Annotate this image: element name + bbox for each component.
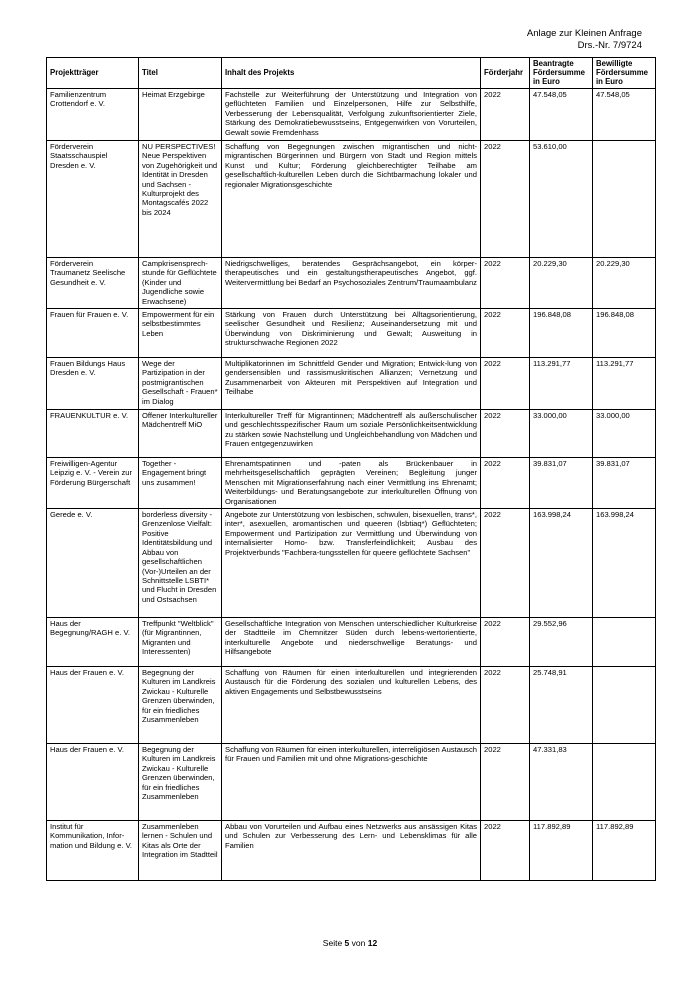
cell-beantragt: 39.831,07 [530, 458, 593, 509]
cell-titel: Wege der Partizipation in der postmigrantischen Gesellschaft - Frauen* im Dialog [139, 358, 222, 410]
cell-foerderjahr: 2022 [481, 744, 530, 821]
cell-foerderjahr: 2022 [481, 89, 530, 141]
cell-beantragt: 117.892,89 [530, 821, 593, 881]
cell-foerderjahr: 2022 [481, 458, 530, 509]
cell-titel: Zusammenleben lernen - Schulen und Kitas als Orte der Integration im Stadtteil [139, 821, 222, 881]
table-row [47, 744, 656, 821]
cell-inhalt: Interkultureller Treff für Migrantinnen; Mädchentreff als außerschulischer und geschlechtsspezifischer Raum um soziale Persönlichkeitsentwicklung zu stärken sowie Nachstellung und Ungleichbehandlung von Mädchen und Frauen entgegenzuwirken [222, 410, 481, 458]
cell-traeger: Familienzentrum Crottendorf e. V. [47, 89, 139, 141]
cell-inhalt: Schaffung von Räumen für einen interkulturellen, interreligiösen Austausch für Frauen und Familien mit und ohne Migrations-geschichte [222, 744, 481, 821]
cell-traeger: Förderverein Traumanetz Seelische Gesundheit e. V. [47, 258, 139, 309]
header-drs-number: Drs.-Nr. 7/9724 [577, 40, 642, 51]
table-row [47, 618, 656, 667]
cell-titel: Begegnung der Kulturen im Landkreis Zwickau - Kulturelle Grenzen überwinden, für ein friedliches Zusammenleben [139, 744, 222, 821]
cell-foerderjahr: 2022 [481, 141, 530, 258]
cell-traeger: Haus der Frauen e. V. [47, 744, 139, 821]
cell-bewilligt: 163.998,24 [593, 509, 656, 618]
cell-traeger: FRAUENKULTUR e. V. [47, 410, 139, 458]
cell-beantragt: 33.000,00 [530, 410, 593, 458]
cell-foerderjahr: 2022 [481, 358, 530, 410]
cell-traeger: Förderverein Staatsschauspiel Dresden e. V. [47, 141, 139, 258]
cell-bewilligt [593, 141, 656, 258]
cell-bewilligt [593, 618, 656, 667]
cell-traeger: Frauen für Frauen e. V. [47, 309, 139, 358]
cell-foerderjahr: 2022 [481, 667, 530, 744]
cell-bewilligt [593, 667, 656, 744]
cell-titel: Empowerment für ein selbstbestimmtes Leben [139, 309, 222, 358]
cell-titel: Treffpunkt "Weltblick" (für Migrantinnen, Migranten und Interessenten) [139, 618, 222, 667]
cell-inhalt: Schaffung von Räumen für einen interkulturellen und integrierenden Austausch für die Förderung des sozialen und kulturellen Lebens, des aktiven Engagements und Selbstbewusstseins [222, 667, 481, 744]
cell-beantragt: 113.291,77 [530, 358, 593, 410]
cell-inhalt: Abbau von Vorurteilen und Aufbau eines Netzwerks aus ansässigen Kitas und Schulen zur Verbesserung des Lern- und Lebensklimas für alle Familien [222, 821, 481, 881]
table-row [47, 258, 656, 309]
cell-foerderjahr: 2022 [481, 309, 530, 358]
cell-bewilligt: 196.848,08 [593, 309, 656, 358]
column-header-inhalt: Inhalt des Projekts [222, 58, 481, 89]
cell-foerderjahr: 2022 [481, 258, 530, 309]
cell-traeger: Gerede e. V. [47, 509, 139, 618]
table-row [47, 509, 656, 618]
cell-inhalt: Stärkung von Frauen durch Unterstützung bei Alltagsorientierung, seelischer Gesundheit und Resilienz; Auseinandersetzung mit und Überwindung von Diskriminierung und Gewalt; Ausweitung in strukturschwache Regionen 2022 [222, 309, 481, 358]
cell-traeger: Frauen Bildungs Haus Dresden e. V. [47, 358, 139, 410]
table-row [47, 458, 656, 509]
cell-foerderjahr: 2022 [481, 509, 530, 618]
cell-inhalt: Niedrigschwelliges, beratendes Gesprächsangebot, ein körper-therapeutisches und ein gestaltungstherapeutisches Angebot, ggf. Weitervermittlung bei Bedarf an Psychosoziales Zentrum/Traumaambulanz [222, 258, 481, 309]
table-row [47, 358, 656, 410]
cell-traeger: Freiwilligen-Agentur Leipzig e. V. - Verein zur Förderung Bürgerschaft [47, 458, 139, 509]
footer-prefix: Seite [322, 938, 345, 948]
cell-inhalt: Ehrenamtspatinnen und -paten als Brückenbauer in mehrheitsgesellschaftlich geprägten Vereinen; Begleitung junger Menschen mit Migrationserfahrung nach einer Vermittlung ins Ehrenamt; Weiterbildungs- und Beratungsangebote zur interkulturellen Öffnung von Organisationen [222, 458, 481, 509]
funding-table [46, 57, 656, 881]
column-header-titel: Titel [139, 58, 222, 89]
page-footer [0, 938, 700, 948]
footer-middle: von [349, 938, 368, 948]
column-header-foerderjahr: Förderjahr [481, 58, 530, 89]
cell-traeger: Haus der Begegnung/RAGH e. V. [47, 618, 139, 667]
cell-titel: Offener Interkultureller Mädchentreff MiO [139, 410, 222, 458]
column-header-bewilligt: Bewilligte Fördersumme in Euro [593, 58, 656, 89]
cell-foerderjahr: 2022 [481, 618, 530, 667]
cell-titel: Heimat Erzgebirge [139, 89, 222, 141]
footer-page-number: 5 [344, 938, 350, 948]
cell-bewilligt: 117.892,89 [593, 821, 656, 881]
cell-inhalt: Angebote zur Unterstützung von lesbischen, schwulen, bisexuellen, trans*, inter*, asexuellen, aromantischen und queeren (lsbtiaq*) Geflüchteten; Empowerment und Partizipation zur Vermittlung und Überwindung von internalisierter Homo- bzw. Transferfeindlichkeit; Ausbau des Projektverbunds "Fachbera-tungsstellen für queere geflüchtete Sachsen" [222, 509, 481, 618]
cell-beantragt: 47.548,05 [530, 89, 593, 141]
cell-bewilligt: 39.831,07 [593, 458, 656, 509]
cell-beantragt: 53.610,00 [530, 141, 593, 258]
cell-inhalt: Multiplikatorinnen im Schnittfeld Gender und Migration; Entwick-lung von gendersensiblen und rassismuskritischen Allianzen; Vernetzung und Zusammenarbeit von Akteuren mit Perspektiven auf Integration und Teilhabe [222, 358, 481, 410]
cell-titel: borderless diversity - Grenzenlose Vielfalt: Positive Identitätsbildung und Abbau von gesellschaftlichen (Vor-)Urteilen an der Schnittstelle LSBTI* und Flucht in Dresden und Ostsachsen [139, 509, 222, 618]
table-body [47, 89, 656, 881]
table-row [47, 309, 656, 358]
table-row [47, 410, 656, 458]
table-row [47, 141, 656, 258]
footer-total-pages: 12 [367, 938, 378, 948]
column-header-beantragt: Beantragte Fördersumme in Euro [530, 58, 593, 89]
cell-inhalt: Gesellschaftliche Integration von Menschen unterschiedlicher Kulturkreise der Stadtteile im Chemnitzer Süden durch lebens-wertorientierte, interkulturelle Angebote und niederschwellige Beratungs- und Hilfsangebote [222, 618, 481, 667]
column-header-traeger: Projektträger [47, 58, 139, 89]
cell-bewilligt: 20.229,30 [593, 258, 656, 309]
cell-foerderjahr: 2022 [481, 821, 530, 881]
cell-inhalt: Fachstelle zur Weiterführung der Unterstützung und Integration von geflüchteten Familien und Einzelpersonen, Hilfe zur Selbsthilfe, Verbesserung der Lebensqualität, Verfolgung zukunftsorientierter Ziele, Stärkung des Demokratiebewusstseins, Entgegenwirken von Vorurteilen, Gewalt sowie Fremdenhass [222, 89, 481, 141]
cell-beantragt: 47.331,83 [530, 744, 593, 821]
table-row [47, 821, 656, 881]
cell-beantragt: 25.748,91 [530, 667, 593, 744]
cell-titel: NU PERSPECTIVES! Neue Perspektiven von Zugehörigkeit und Identität in Dresden und Sachsen - Kulturprojekt des Montagscafés 2022 bis 2024 [139, 141, 222, 258]
header-annex-label: Anlage zur Kleinen Anfrage [526, 28, 642, 39]
cell-foerderjahr: 2022 [481, 410, 530, 458]
cell-beantragt: 196.848,08 [530, 309, 593, 358]
table-header-row [47, 58, 656, 89]
cell-titel: Campkrisensprech-stunde für Geflüchtete (Kinder und Jugendliche sowie Erwachsene) [139, 258, 222, 309]
cell-beantragt: 29.552,96 [530, 618, 593, 667]
cell-traeger: Haus der Frauen e. V. [47, 667, 139, 744]
cell-bewilligt: 33.000,00 [593, 410, 656, 458]
table-row [47, 89, 656, 141]
cell-inhalt: Schaffung von Begegnungen zwischen migrantischen und nicht-migrantischen Bürgerinnen und Bürgern von Stadt und Region mittels Kunst und Kultur; Förderung gleichberechtigter Teilhabe am gesellschaftlich-kulturellen Leben durch die Sichtbarmachung lokaler und regionaler Migrationsgeschichte [222, 141, 481, 258]
document-header [527, 28, 642, 52]
cell-beantragt: 20.229,30 [530, 258, 593, 309]
cell-titel: Begegnung der Kulturen im Landkreis Zwickau - Kulturelle Grenzen überwinden, für ein friedliches Zusammenleben [139, 667, 222, 744]
cell-beantragt: 163.998,24 [530, 509, 593, 618]
cell-titel: Together - Engagement bringt uns zusammen! [139, 458, 222, 509]
cell-bewilligt [593, 744, 656, 821]
cell-bewilligt: 47.548,05 [593, 89, 656, 141]
cell-bewilligt: 113.291,77 [593, 358, 656, 410]
table-row [47, 667, 656, 744]
cell-traeger: Institut für Kommunikation, Infor-mation und Bildung e. V. [47, 821, 139, 881]
